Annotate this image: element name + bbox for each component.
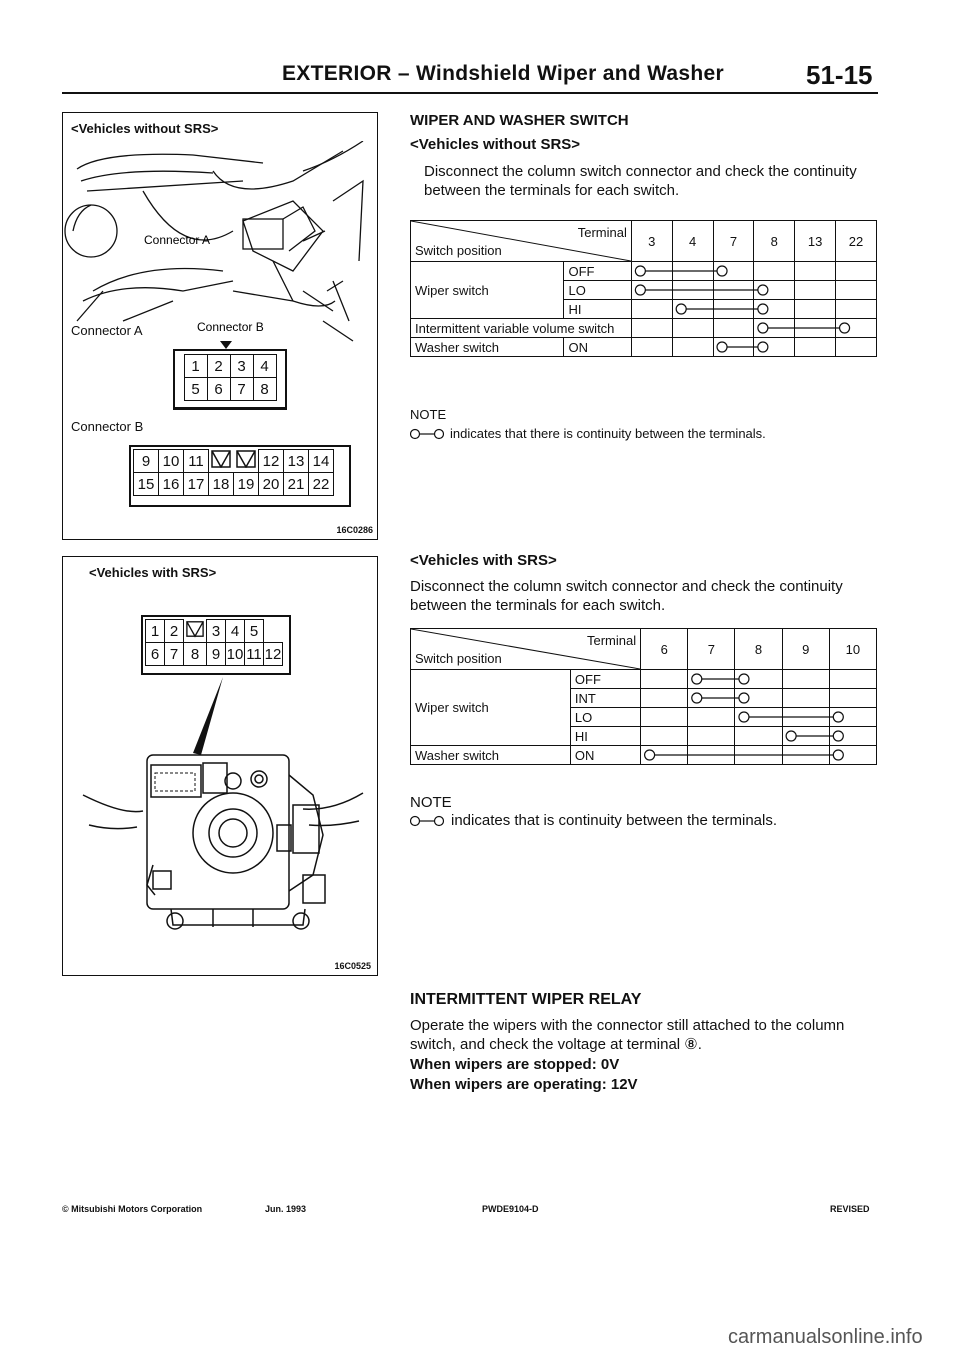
continuity-table-with-srs — [410, 628, 877, 765]
continuity-cell — [631, 319, 672, 338]
continuity-symbol-icon — [410, 428, 444, 440]
continuity-cell — [782, 708, 829, 727]
terminal-pin: 2 — [207, 355, 230, 378]
continuity-cell — [688, 727, 735, 746]
terminal-header: 7 — [713, 221, 754, 262]
terminal-header: 3 — [631, 221, 672, 262]
continuity-cell — [631, 300, 672, 319]
table-row — [411, 670, 877, 689]
continuity-cell — [688, 708, 735, 727]
continuity-cell — [735, 708, 782, 727]
figure-code: 16C0525 — [334, 961, 371, 971]
terminal-pin: 1 — [146, 620, 165, 643]
figure-code: 16C0286 — [336, 525, 373, 535]
connector-a-label: Connector A — [144, 233, 211, 247]
figure-label: <Vehicles without SRS> — [71, 121, 219, 136]
terminal-header: 8 — [754, 221, 795, 262]
terminal-pin: 22 — [309, 473, 334, 496]
continuity-cell — [672, 262, 713, 281]
continuity-cell — [829, 670, 876, 689]
switch-position-label: ON — [570, 746, 640, 765]
continuity-cell — [795, 319, 836, 338]
continuity-cell — [641, 670, 688, 689]
terminal-pin: 7 — [230, 378, 253, 401]
terminal-pin: 2 — [165, 620, 184, 643]
terminal-pin: 19 — [234, 473, 259, 496]
continuity-cell — [641, 708, 688, 727]
continuity-cell — [735, 689, 782, 708]
terminal-pin: 5 — [184, 378, 207, 401]
switch-group-label: Wiper switch — [411, 262, 564, 319]
figure-without-srs — [62, 112, 378, 540]
footer-code: PWDE9104-D — [482, 1204, 539, 1214]
key-slot-icon — [211, 450, 231, 468]
continuity-cell — [782, 746, 829, 765]
continuity-cell — [713, 300, 754, 319]
terminal-pin: 6 — [207, 378, 230, 401]
key-slot — [234, 450, 259, 473]
terminal-pin: 12 — [264, 643, 283, 666]
terminal-pin: 6 — [146, 643, 165, 666]
continuity-cell — [829, 727, 876, 746]
continuity-cell — [672, 281, 713, 300]
continuity-cell — [782, 727, 829, 746]
page-number: 51-15 — [806, 60, 873, 90]
continuity-cell — [631, 281, 672, 300]
corner-switch-label: Switch position — [415, 243, 502, 258]
continuity-symbol-icon — [410, 815, 444, 827]
terminal-header: 4 — [672, 221, 713, 262]
terminal-pin: 18 — [209, 473, 234, 496]
continuity-cell — [754, 262, 795, 281]
continuity-cell — [829, 746, 876, 765]
continuity-cell — [754, 281, 795, 300]
terminal-pin: 10 — [226, 643, 245, 666]
switch-position-label: INT — [570, 689, 640, 708]
continuity-cell — [631, 338, 672, 357]
section-title-intermittent-relay: INTERMITTENT WIPER RELAY — [410, 991, 642, 1008]
continuity-cell — [641, 689, 688, 708]
continuity-cell — [672, 319, 713, 338]
continuity-cell — [735, 746, 782, 765]
terminal-pin: 9 — [207, 643, 226, 666]
continuity-cell — [782, 689, 829, 708]
continuity-cell — [795, 262, 836, 281]
terminal-pin: 7 — [165, 643, 184, 666]
terminal-pin: 20 — [259, 473, 284, 496]
continuity-cell — [829, 689, 876, 708]
switch-group-label: Wiper switch — [411, 670, 571, 746]
terminal-pin: 17 — [184, 473, 209, 496]
continuity-cell — [735, 727, 782, 746]
connector-a-pin-grid — [184, 354, 277, 401]
section-body: Disconnect the column switch connector and check the continuity between the terminals for each switch. — [424, 163, 857, 199]
corner-terminal-label: Terminal — [577, 225, 627, 240]
footer-copyright: © Mitsubishi Motors Corporation — [62, 1204, 203, 1214]
header-rule — [62, 92, 878, 94]
srs-connector-diagram — [141, 615, 291, 675]
footer-date: Jun. 1993 — [265, 1204, 307, 1214]
terminal-pin: 8 — [184, 643, 207, 666]
figure-with-srs — [62, 556, 378, 976]
key-slot — [209, 450, 234, 473]
spec-operating: When wipers are operating: 12V — [410, 1076, 638, 1093]
terminal-header: 8 — [735, 629, 782, 670]
continuity-cell — [795, 338, 836, 357]
continuity-cell — [735, 670, 782, 689]
switch-group-label: Washer switch — [411, 338, 564, 357]
page-title: EXTERIOR – Windshield Wiper and Washer — [282, 62, 724, 85]
terminal-pin: 10 — [159, 450, 184, 473]
terminal-pin: 5 — [245, 620, 264, 643]
terminal-pin: 9 — [134, 450, 159, 473]
connector-b-pin-grid — [133, 449, 334, 496]
connector-a-caption: Connector A — [71, 323, 143, 338]
key-slot-icon — [236, 450, 256, 468]
footer-status: REVISED — [830, 1204, 870, 1214]
terminal-pin: 14 — [309, 450, 334, 473]
watermark: carmanualsonline.info — [728, 1326, 923, 1348]
srs-connector-pin-grid — [145, 619, 283, 666]
terminal-header: 9 — [782, 629, 829, 670]
switch-position-label: OFF — [570, 670, 640, 689]
continuity-cell — [688, 746, 735, 765]
section-subtitle-without-srs: <Vehicles without SRS> — [410, 136, 581, 153]
table-corner-cell — [411, 629, 641, 670]
continuity-cell — [713, 319, 754, 338]
continuity-cell — [829, 708, 876, 727]
continuity-cell — [795, 281, 836, 300]
terminal-pin: 11 — [184, 450, 209, 473]
continuity-cell — [836, 281, 877, 300]
table-row — [411, 338, 877, 357]
terminal-pin: 11 — [245, 643, 264, 666]
note-title: NOTE — [410, 407, 447, 422]
continuity-cell — [782, 670, 829, 689]
terminal-pin: 3 — [207, 620, 226, 643]
continuity-cell — [713, 281, 754, 300]
section-body: Disconnect the column switch connector and check the continuity between the terminals for each switch. — [410, 578, 843, 614]
continuity-cell — [754, 300, 795, 319]
continuity-cell — [836, 262, 877, 281]
terminal-header: 13 — [795, 221, 836, 262]
switch-position-label: LO — [570, 708, 640, 727]
table-corner-cell — [411, 221, 632, 262]
table-row — [411, 262, 877, 281]
terminal-header: 6 — [641, 629, 688, 670]
terminal-pin: 21 — [284, 473, 309, 496]
key-slot-icon — [186, 620, 204, 638]
spec-stopped: When wipers are stopped: 0V — [410, 1056, 620, 1073]
corner-switch-label: Switch position — [415, 651, 502, 666]
note-text: indicates that there is continuity between the terminals. — [450, 426, 766, 441]
continuity-cell — [641, 746, 688, 765]
continuity-cell — [713, 338, 754, 357]
continuity-cell — [672, 338, 713, 357]
terminal-pin: 4 — [226, 620, 245, 643]
continuity-cell — [672, 300, 713, 319]
table-row — [411, 746, 877, 765]
continuity-cell — [795, 300, 836, 319]
terminal-pin: 15 — [134, 473, 159, 496]
continuity-cell — [754, 319, 795, 338]
switch-group-label: Intermittent variable volume switch — [411, 319, 632, 338]
note-text: indicates that is continuity between the terminals. — [451, 812, 778, 829]
corner-terminal-label: Terminal — [586, 633, 637, 648]
terminal-header: 7 — [688, 629, 735, 670]
terminal-pin: 16 — [159, 473, 184, 496]
continuity-table-without-srs — [410, 220, 877, 357]
column-switch-srs-illustration — [63, 675, 377, 965]
terminal-pin: 4 — [253, 355, 276, 378]
connector-a-diagram — [173, 349, 287, 410]
continuity-cell — [688, 689, 735, 708]
terminal-pin: 12 — [259, 450, 284, 473]
continuity-cell — [836, 300, 877, 319]
connector-b-caption: Connector B — [71, 419, 144, 434]
continuity-cell — [836, 338, 877, 357]
terminal-pin: 1 — [184, 355, 207, 378]
switch-position-label: HI — [570, 727, 640, 746]
section-subtitle-with-srs: <Vehicles with SRS> — [410, 552, 557, 569]
continuity-cell — [688, 670, 735, 689]
continuity-cell — [754, 338, 795, 357]
switch-position-label: OFF — [564, 262, 631, 281]
terminal-header: 10 — [829, 629, 876, 670]
connector-b-diagram — [129, 445, 351, 507]
terminal-pin: 13 — [284, 450, 309, 473]
continuity-cell — [631, 262, 672, 281]
figure-label: <Vehicles with SRS> — [89, 565, 217, 580]
connector-b-label: Connector B — [197, 320, 264, 334]
table-row — [411, 319, 877, 338]
continuity-cell — [641, 727, 688, 746]
key-slot — [184, 620, 207, 643]
continuity-cell — [836, 319, 877, 338]
switch-position-label: ON — [564, 338, 631, 357]
section-body: Operate the wipers with the connector still attached to the column switch, and check the voltage at terminal ⑧. — [410, 1017, 845, 1053]
switch-position-label: LO — [564, 281, 631, 300]
switch-position-label: HI — [564, 300, 631, 319]
terminal-header: 22 — [836, 221, 877, 262]
terminal-pin: 8 — [253, 378, 276, 401]
terminal-pin: 3 — [230, 355, 253, 378]
section-title-wiper-washer-switch: WIPER AND WASHER SWITCH — [410, 112, 629, 129]
switch-group-label: Washer switch — [411, 746, 571, 765]
continuity-cell — [713, 262, 754, 281]
note-title: NOTE — [410, 794, 452, 811]
